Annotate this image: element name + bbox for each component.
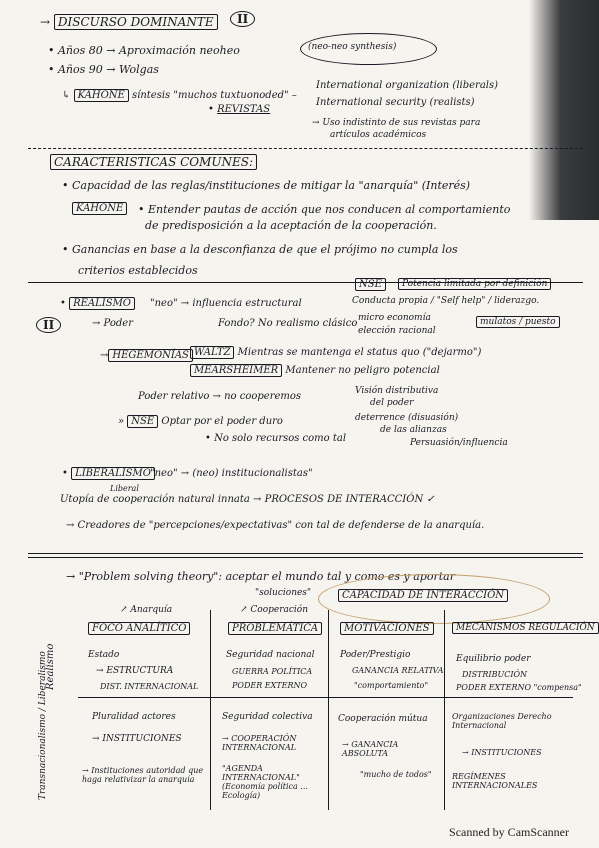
micro-text: micro economía	[358, 313, 431, 323]
hegemonias-box: HEGEMONÍAS	[108, 349, 193, 362]
potencia-wrap	[398, 279, 551, 289]
col4-head-wrap	[452, 623, 599, 633]
col-divider-3	[444, 610, 445, 810]
nse-box-wrap	[355, 279, 386, 290]
vision-2: del poder	[370, 398, 414, 408]
creadores-line: → Creadores de "percepciones/expectativas" con tal de defenderse de la anarquía.	[66, 520, 485, 531]
lib-c2-a: Seguridad colectiva	[222, 712, 313, 722]
section1-title-wrap: → DISCURSO DOMINANTE	[40, 15, 218, 29]
intl-org: International organization (liberals)	[316, 80, 499, 91]
mearsheimer-line	[190, 365, 440, 376]
col2-head-wrap	[228, 623, 322, 634]
revistas-text: REVISTAS	[217, 104, 271, 115]
lib-c1-b: → INSTITUCIONES	[92, 734, 182, 744]
intl-sec: International security (realists)	[316, 97, 475, 108]
lib-c4-c: REGÍMENES INTERNACIONALES	[452, 772, 538, 790]
col-divider-2	[328, 610, 329, 810]
real-c1-a: Estado	[88, 650, 120, 660]
oval-text: (neo-neo synthesis)	[308, 42, 397, 52]
capacidad-line: • Capacidad de las reglas/instituciones de mitigar la "anarquía" (Interés)	[62, 179, 471, 192]
waltz-line	[190, 347, 481, 358]
real-c4-a: Equilibrio poder	[456, 654, 531, 664]
conducta-text: Conducta propia / "Self help" / liderazgo.	[352, 296, 540, 306]
optar-text: Optar por el poder duro	[161, 416, 283, 427]
revistas-label: • REVISTAS	[208, 104, 271, 115]
section2-title-wrap	[50, 155, 257, 169]
fondo-text: Fondo? No realismo clásico	[218, 318, 358, 329]
realismo-neo: "neo" → influencia estructural	[150, 298, 302, 309]
col-divider-1	[210, 610, 211, 810]
kahone-line: ↳ KAHONE síntesis "muchos tuxtuonoded" –	[62, 90, 297, 101]
solo-recursos: • No solo recursos como tal	[205, 433, 347, 444]
ganancias-line: • Ganancias en base a la desconfianza de que el prójimo no cumpla los	[62, 243, 458, 256]
criterios-line: criterios establecidos	[78, 264, 198, 277]
scanner-watermark: Scanned by CamScanner	[449, 825, 569, 839]
col2-above: ↗ Cooperación	[240, 605, 309, 615]
capacidad-wrap	[338, 590, 508, 601]
kahone2-box: KAHONE	[72, 202, 127, 215]
real-c2-c: PODER EXTERNO	[232, 681, 308, 690]
section1-roman: II	[230, 11, 255, 27]
optar-line: » NSE Optar por el poder duro	[118, 416, 283, 427]
col4-head: MECANISMOS REGULACIÓN	[452, 622, 599, 634]
real-c3-a: Poder/Prestigio	[340, 650, 411, 660]
mulatos-text: mulatos / puesto	[476, 316, 560, 328]
realismo-box: REALISMO	[69, 297, 135, 310]
waltz-text: Mientras se mantenga el status quo ("dejarmo")	[237, 347, 482, 358]
waltz-box: WALTZ	[190, 346, 234, 359]
predisposicion-line: de predisposición a la aceptación de la cooperación.	[145, 219, 437, 232]
soluciones-text: "soluciones"	[255, 588, 312, 598]
divider-3b	[28, 557, 583, 558]
section3-roman: II	[36, 317, 61, 333]
col3-head-wrap	[340, 623, 434, 634]
line-anos-80: • Años 80 → Aproximación neoheo	[48, 44, 240, 57]
deterrence-1: deterrence (disuasión)	[355, 413, 459, 423]
liberalismo-box: LIBERALISMO	[71, 467, 155, 480]
utopia-line: Utopía de cooperación natural innata → PROCESOS DE INTERACCIÓN ✓	[60, 494, 435, 505]
eleccion-text: elección racional	[358, 326, 436, 336]
real-c2-b: GUERRA POLÍTICA	[232, 667, 313, 676]
lib-c1-c: → Instituciones autoridad que haga relativizar la anarquía	[82, 766, 204, 784]
deterrence-2: de las alianzas	[380, 425, 447, 435]
divider-1	[28, 148, 583, 149]
lib-c4-a: Organizaciones Derecho Internacional	[452, 712, 552, 730]
col1-above: ↗ Anarquía	[120, 605, 173, 615]
real-c1-c: DIST. INTERNACIONAL	[100, 682, 199, 691]
section3-roman-wrap	[36, 318, 61, 332]
lib-c2-c: "AGENDA INTERNACIONAL" (Economía política ... Ecología)	[222, 764, 308, 800]
col3-head: MOTIVACIONES	[340, 622, 434, 635]
liberalismo-neo: "neo" → (neo) institucionalistas"	[150, 468, 313, 479]
sintesis-text: síntesis "muchos tuxtuonoded" –	[132, 90, 297, 101]
lib-c3-b: → GANANCIA ABSOLUTA	[342, 740, 399, 758]
capacidad-text: CAPACIDAD DE INTERACCIÓN	[338, 589, 508, 602]
kahone-box: KAHONE	[74, 89, 129, 102]
poder-util: Poder relativo → no cooperemos	[138, 391, 302, 402]
hegemonias-wrap: → HEGEMONÍAS	[100, 350, 193, 361]
real-c2-a: Seguridad nacional	[226, 650, 315, 660]
potencia-text: Potencia limitada por definición	[398, 278, 551, 290]
realismo-wrap: • REALISMO	[60, 298, 135, 309]
real-c4-b: DISTRIBUCIÓN	[462, 670, 528, 679]
real-c4-c: PODER EXTERNO "compensa"	[456, 683, 582, 692]
section2-title: CARACTERISTICAS COMUNES:	[50, 154, 257, 170]
uso-line2: artículos académicos	[330, 130, 427, 140]
mearsheimer-box: MEARSHEIMER	[190, 364, 282, 377]
nse-box: NSE	[355, 278, 386, 291]
col1-head-wrap	[88, 623, 190, 634]
mulatos-wrap	[476, 317, 560, 327]
liberalismo-wrap: • LIBERALISMO	[62, 468, 155, 479]
section1-title: DISCURSO DOMINANTE	[54, 14, 218, 30]
lib-c4-b: → INSTITUCIONES	[462, 748, 542, 757]
vision-1: Visión distributiva	[355, 386, 439, 396]
col1-head: FOCO ANALÍTICO	[88, 622, 190, 635]
problem-solving: → "Problem solving theory": aceptar el mundo tal y como es y aportar	[66, 570, 455, 583]
poder-label: → Poder	[92, 318, 134, 329]
side-realismo: Realismo	[45, 643, 56, 690]
section1-roman-wrap	[230, 12, 255, 26]
persuasion-text: Persuasión/influencia	[410, 438, 508, 448]
nse2-box: NSE	[127, 415, 158, 428]
lib-c3-c: "mucho de todos"	[360, 770, 432, 779]
entender-line: • Entender pautas de acción que nos conducen al comportamiento	[138, 203, 511, 216]
real-c3-c: "comportamiento"	[354, 681, 429, 690]
liberal-sub: Liberal	[110, 484, 139, 493]
row-divider	[78, 697, 573, 698]
lib-c2-b: → COOPERACIÓN INTERNACIONAL	[222, 734, 297, 752]
kahone2-wrap	[72, 203, 127, 214]
side-liberalismo: Transnacionalismo / Liberalismo	[38, 651, 48, 800]
lib-c3-a: Cooperación mútua	[338, 714, 428, 724]
real-c3-b: GANANCIA RELATIVA	[352, 666, 444, 675]
lib-c1-a: Pluralidad actores	[92, 712, 176, 722]
col2-head: PROBLEMÁTICA	[228, 622, 322, 635]
page-edge-shadow	[529, 0, 599, 220]
divider-3	[28, 553, 583, 554]
uso-line1: → Uso indistinto de sus revistas para	[312, 118, 481, 128]
real-c1-b: → ESTRUCTURA	[96, 666, 174, 676]
mearsheimer-text: Mantener no peligro potencial	[285, 365, 440, 376]
line-anos-90: • Años 90 → Wolgas	[48, 63, 159, 76]
